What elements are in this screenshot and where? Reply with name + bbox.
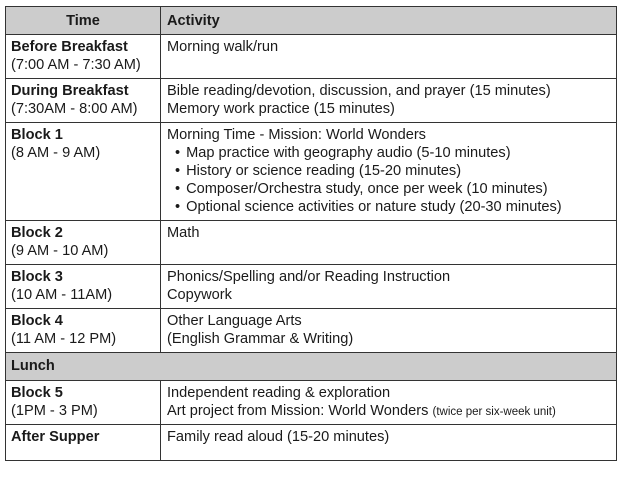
period-range: (1PM - 3 PM) [11,403,98,419]
bullet-item: • Map practice with geography audio (5-10 minutes) [167,144,612,162]
period-name: Block 1 [11,127,63,143]
period-name: Before Breakfast [11,39,128,55]
activity-cell [161,123,617,221]
period-range: (8 AM - 9 AM) [11,145,101,161]
activity-cell [161,35,617,79]
activity-cell [161,425,617,461]
row-block-5 [6,381,617,425]
activity-line-with-note [167,402,612,421]
time-cell [6,79,161,123]
time-cell [6,265,161,309]
time-cell [6,425,161,461]
period-range: (7:30AM - 8:00 AM) [11,101,138,117]
activity-line: Morning Time - Mission: World Wonders [167,127,426,143]
header-activity: Activity [161,7,617,35]
bullet-item: • Composer/Orchestra study, once per week (10 minutes) [167,180,612,198]
activity-line-text: Art project from Mission: World Wonders [167,403,429,419]
activity-cell [161,309,617,353]
activity-cell [161,79,617,123]
row-during-breakfast [6,79,617,123]
activity-cell [161,381,617,425]
period-name: Block 5 [11,385,63,401]
bullet-list [167,144,612,216]
time-cell [6,123,161,221]
lunch-label: Lunch [6,353,617,381]
row-block-4 [6,309,617,353]
row-block-3 [6,265,617,309]
period-name: During Breakfast [11,83,129,99]
schedule-table [5,6,617,461]
period-range: (10 AM - 11AM) [11,287,113,303]
activity-line: Bible reading/devotion, discussion, and prayer (15 minutes) [167,83,551,99]
period-range: (11 AM - 12 PM) [11,331,117,347]
period-name: Block 4 [11,313,63,329]
header-row [6,7,617,35]
activity-line: Family read aloud (15-20 minutes) [167,429,390,445]
row-before-breakfast [6,35,617,79]
period-name: After Supper [11,429,100,445]
activity-cell [161,265,617,309]
period-range: (9 AM - 10 AM) [11,243,109,259]
time-cell [6,381,161,425]
period-range: (7:00 AM - 7:30 AM) [11,57,141,73]
period-name: Block 2 [11,225,63,241]
activity-line: Memory work practice (15 minutes) [167,101,395,117]
time-cell [6,221,161,265]
activity-line: Copywork [167,287,232,303]
bullet-item: • Optional science activities or nature study (20-30 minutes) [167,198,612,216]
header-time: Time [6,7,161,35]
activity-line: Morning walk/run [167,39,279,55]
activity-line: Independent reading & exploration [167,385,391,401]
row-block-2 [6,221,617,265]
activity-line: Math [167,225,200,241]
row-lunch [6,353,617,381]
activity-line: Phonics/Spelling and/or Reading Instruction [167,269,451,285]
row-block-1 [6,123,617,221]
bullet-item: • History or science reading (15-20 minutes) [167,162,612,180]
activity-cell [161,221,617,265]
row-after-supper [6,425,617,461]
activity-line: Other Language Arts [167,313,302,329]
period-name: Block 3 [11,269,63,285]
time-cell [6,35,161,79]
activity-line: (English Grammar & Writing) [167,331,354,347]
activity-note: (twice per six-week unit) [432,406,556,418]
time-cell [6,309,161,353]
